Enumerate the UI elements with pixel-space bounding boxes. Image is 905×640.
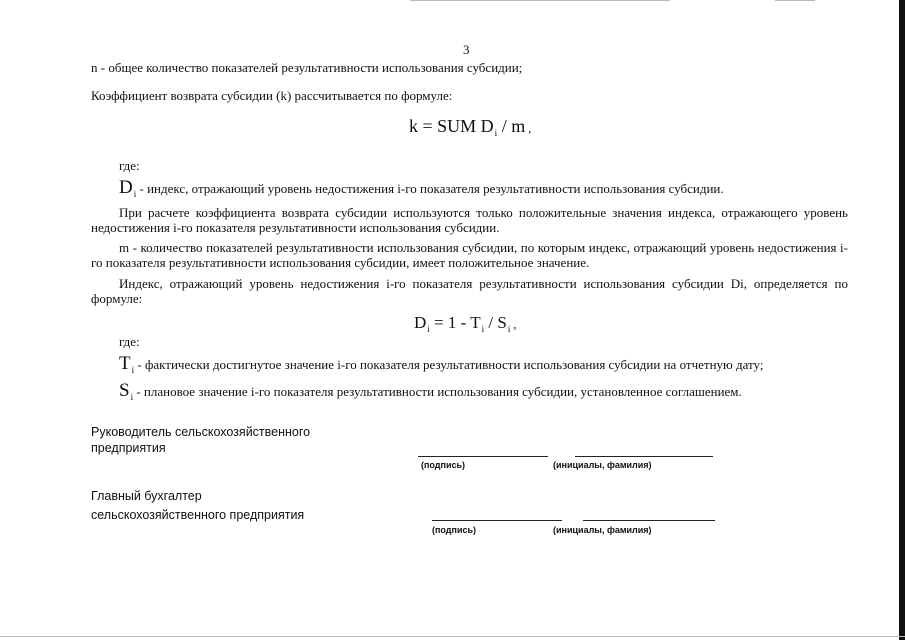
formula-k-sub: i	[494, 128, 498, 138]
sign2-signature-line	[432, 520, 562, 521]
si-text: - плановое значение i-го показателя результативности использования субсидии, установленное соглашением.	[133, 384, 742, 399]
scan-top-line-right	[775, 0, 815, 1]
ti-sub: i	[131, 365, 135, 375]
sign1-name-line	[575, 456, 713, 457]
sign2-title-line2: сельскохозяйственного предприятия	[91, 508, 305, 522]
formula-k-lhs: k = SUM D	[409, 116, 494, 136]
formula-di-end: ,	[510, 317, 517, 331]
para-positive: При расчете коэффициента возврата субсидии используются только положительные значения индекса, отражающего уровень недостижения i-го показателя результативности использования субсидии.	[91, 205, 848, 235]
formula-di-slash: / S	[484, 313, 507, 332]
scan-bottom-line	[0, 636, 905, 637]
ti-definition	[119, 353, 764, 375]
coefficient-intro: Коэффициент возврата субсидии (k) рассчитывается по формуле:	[91, 88, 453, 103]
formula-di-t-sub: i	[481, 324, 485, 334]
n-definition: n - общее количество показателей результативности использования субсидии;	[91, 60, 523, 75]
formula-di	[414, 313, 516, 335]
sign1-name-caption: (инициалы, фамилия)	[553, 460, 652, 470]
formula-di-d: D	[414, 313, 427, 332]
di-symbol: D	[119, 177, 133, 198]
sign1-title-line2: предприятия	[91, 441, 166, 455]
para-index: Индекс, отражающий уровень недостижения i-го показателя результативности использования субсидии Di, определяется по формуле:	[91, 276, 848, 306]
scan-right-edge	[899, 0, 905, 640]
formula-k	[409, 116, 531, 139]
sign2-name-line	[583, 520, 715, 521]
where-label-2: где:	[119, 334, 140, 349]
di-text: - индекс, отражающий уровень недостижения i-го показателя результативности использования субсидии.	[136, 181, 724, 196]
ti-symbol: T	[119, 353, 131, 374]
formula-di-s-sub: i	[507, 324, 511, 334]
formula-k-end: ,	[525, 121, 532, 135]
scan-top-line	[410, 0, 670, 1]
formula-k-rest: / m	[497, 116, 526, 136]
where-label-1: где:	[119, 158, 140, 173]
di-definition	[119, 177, 724, 199]
di-sub: i	[133, 189, 137, 199]
sign1-signature-caption: (подпись)	[421, 460, 466, 470]
para-m: m - количество показателей результативности использования субсидии, по которым индекс, отражающий уровень недостижения i-го показателя результативности использования субсидии, имеет положительное значение.	[91, 240, 848, 270]
sign1-title-line1: Руководитель сельскохозяйственного	[91, 425, 311, 439]
page-number: 3	[463, 42, 470, 57]
sign2-signature-caption: (подпись)	[432, 525, 477, 535]
si-sub: i	[130, 392, 134, 402]
formula-di-mid: = 1 - T	[429, 313, 481, 332]
sign2-title-line1: Главный бухгалтер	[91, 489, 202, 503]
si-symbol: S	[119, 380, 130, 401]
ti-text: - фактически достигнутое значение i-го показателя результативности использования субсидии на отчетную дату;	[134, 357, 764, 372]
si-definition	[119, 380, 742, 402]
sign2-name-caption: (инициалы, фамилия)	[553, 525, 652, 535]
sign1-signature-line	[418, 456, 548, 457]
formula-di-d-sub: i	[427, 324, 430, 334]
